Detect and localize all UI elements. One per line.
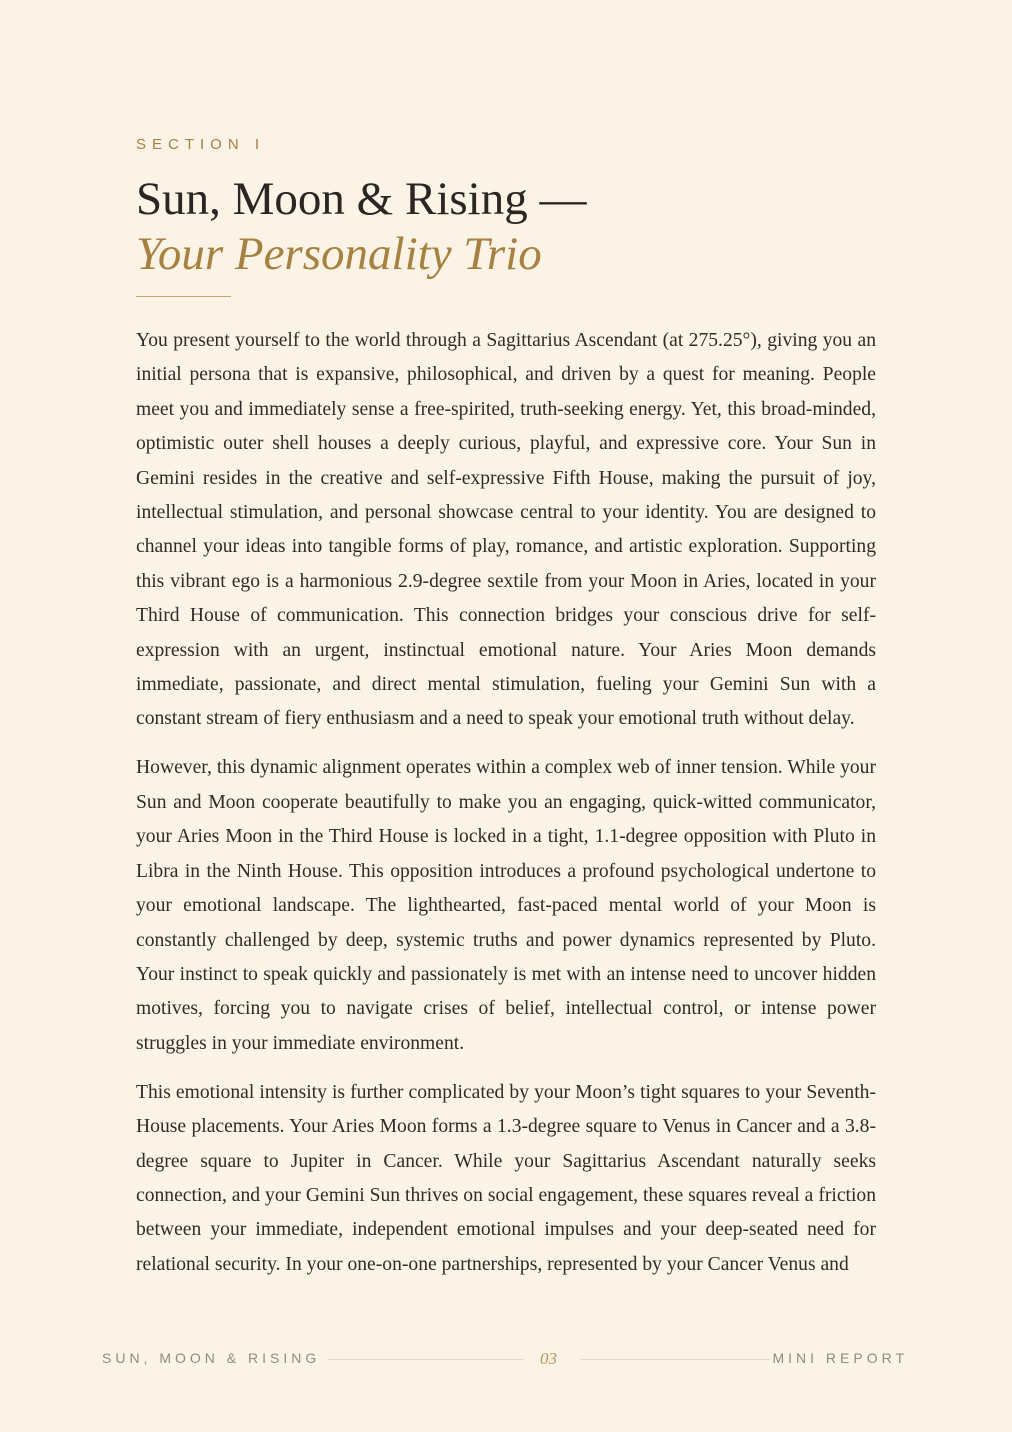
title-line-2: Your Personality Trio [136, 228, 542, 280]
title-line-1: Sun, Moon & Rising — [136, 173, 587, 225]
paragraph-2: However, this dynamic alignment operates within a complex web of inner tension. While your Sun and Moon cooperate beautifully to make you an engaging, quick-witted communicator, your Aries Moon in the Third House is locked in a tight, 1.1-degree opposition with Pluto in Libra in the Ninth House. This opposition introduces a profound psychological undertone to your emotional landscape. The lighthearted, fast-paced mental world of your Moon is constantly challenged by deep, systemic truths and power dynamics represented by Pluto. Your instinct to speak quickly and passionately is met with an intense need to uncover hidden motives, forcing you to navigate crises of belief, intellectual control, or intense power struggles in your immediate environment. [136, 757, 876, 1054]
footer-section-name: SUN, MOON & RISING [102, 1350, 321, 1366]
body-text [136, 324, 876, 1297]
paragraph-1: You present yourself to the world through a Sagittarius Ascendant (at 275.25°), giving you an initial persona that is expansive, philosophical, and driven by a quest for meaning. People meet you and immediately sense a free-spirited, truth-seeking energy. Yet, this broad-minded, optimistic outer shell houses a deeply curious, playful, and expressive core. Your Sun in Gemini resides in the creative and self-expressive Fifth House, making the pursuit of joy, intellectual stimulation, and personal showcase central to your identity. You are designed to channel your ideas into tangible forms of play, romance, and artistic exploration. Supporting this vibrant ego is a harmonious 2.9-degree sextile from your Moon in Aries, located in your Third House of communication. This connection bridges your conscious drive for self-expression with an urgent, instinctual emotional nature. Your Aries Moon demands immediate, passionate, and direct mental stimulation, fueling your Gemini Sun with a constant stream of fiery enthusiasm and a need to speak your emotional truth without delay. [136, 330, 876, 730]
page-footer [102, 1350, 908, 1370]
section-label: SECTION I [136, 136, 266, 153]
paragraph-3: This emotional intensity is further complicated by your Moon’s tight squares to your Seventh-House placements. Your Aries Moon forms a 1.3-degree square to Venus in Cancer and a 3.8-degree square to Jupiter in Cancer. While your Sagittarius Ascendant naturally seeks connection, and your Gemini Sun thrives on social engagement, these squares reveal a friction between your immediate, independent emotional impulses and your deep-seated need for relational security. In your one-on-one partnerships, represented by your Cancer Venus and [136, 1081, 876, 1275]
title-divider [136, 296, 231, 297]
footer-report-name: MINI REPORT [772, 1350, 908, 1366]
footer-divider-right [580, 1359, 770, 1360]
footer-divider-left [328, 1359, 524, 1360]
page-number: 03 [540, 1349, 557, 1368]
page-title [136, 172, 587, 282]
